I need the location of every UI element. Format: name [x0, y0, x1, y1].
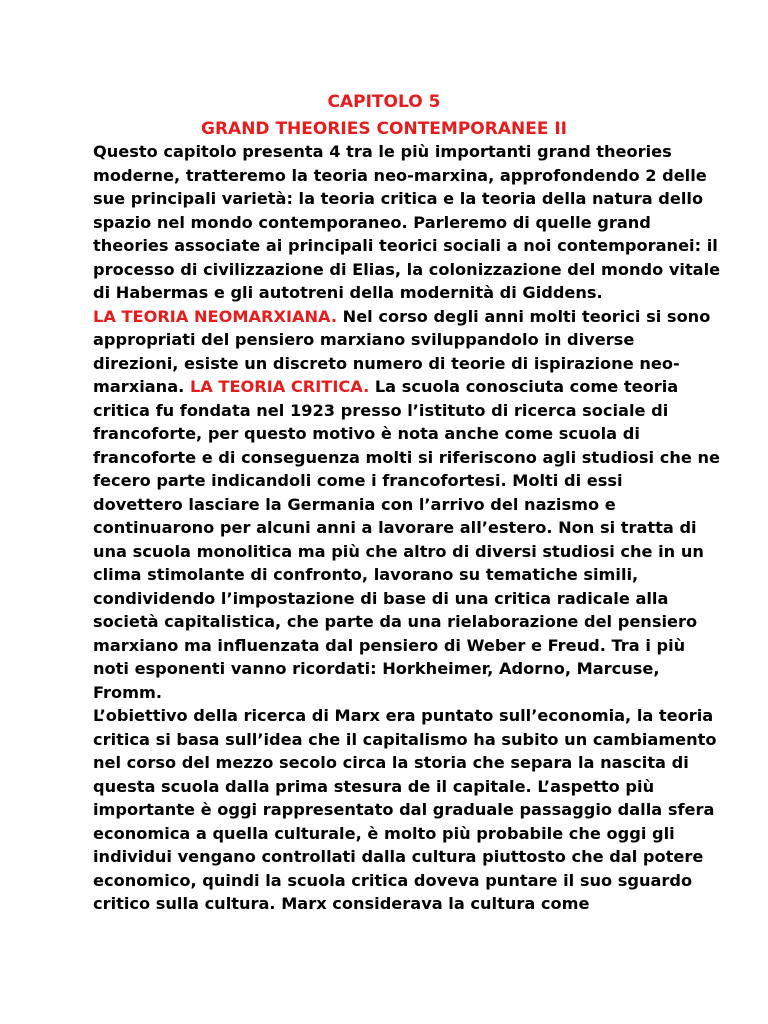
text-run: La scuola conosciuta come teoria [374, 377, 679, 396]
text-run: Nel corso degli anni molti teorici si sono [342, 306, 711, 326]
text-line: fecero parte indicandoli come i francofortesi. Molti di essi [93, 471, 623, 490]
text-line: dovettero lasciare la Germania con l’arrivo del nazismo e [93, 494, 616, 514]
text-line: appropriati del pensiero marxiano sviluppandolo in diverse [93, 330, 635, 349]
text-line: società capitalistica, che parte da una rielaborazione del pensiero [93, 612, 698, 631]
text-line: marxiano ma influenzata dal pensiero di Weber e Freud. Tra i più [93, 635, 686, 655]
chapter-title: GRAND THEORIES CONTEMPORANEE II [201, 119, 567, 139]
text-line: L’obiettivo della ricerca di Marx era puntato sull’economia, la teoria [93, 706, 714, 725]
text-line: Fromm. [93, 682, 163, 702]
text-line: clima stimolante di confronto, lavorano su tematiche simili, [93, 565, 639, 584]
text-line: francoforte e di conseguenza molti si riferiscono agli studiosi che ne [93, 447, 720, 467]
text-line: di Habermas e gli autotreni della modernità di Giddens. [93, 283, 603, 302]
text-line: economica a quella culturale, è molto più probabile che oggi gli [93, 823, 675, 843]
chapter-label: CAPITOLO 5 [327, 92, 441, 112]
text-line: continuarono per alcuni anni a lavorare all’estero. Non si tratta di [93, 518, 697, 537]
text-line: critico sulla cultura. Marx considerava la cultura come [93, 894, 590, 913]
text-line: critica si basa sull’idea che il capitalismo ha subito un cambiamento [93, 729, 717, 749]
body-text [93, 140, 721, 916]
section-heading-neomarxian: LA TEORIA NEOMARXIANA. [93, 306, 338, 326]
text-line: noti esponenti vanno ricordati: Horkheimer, Adorno, Marcuse, [93, 659, 660, 678]
text-line: Questo capitolo presenta 4 tra le più importanti grand theories [93, 142, 672, 161]
text-line-mixed [93, 375, 713, 399]
text-line: critica fu fondata nel 1923 presso l’istituto di ricerca sociale di [93, 400, 669, 420]
text-line: una scuola monolitica ma più che altro di diversi studiosi che in un [93, 541, 704, 561]
section-heading-critical: LA TEORIA CRITICA. [189, 377, 370, 396]
text-line: francoforte, per questo motivo è nota anche come scuola di [93, 424, 640, 443]
text-line: moderne, tratteremo la teoria neo-marxina, approfondendo 2 delle [93, 165, 707, 185]
text-line: processo di civilizzazione di Elias, la colonizzazione del mondo vitale [93, 259, 721, 279]
text-line: theories associate ai principali teorici sociali a noi contemporanei: il [93, 236, 718, 255]
text-line: condividendo l’impostazione di base di una critica radicale alla [93, 588, 669, 608]
text-run: marxiana. [93, 377, 185, 396]
text-line: importante è oggi rappresentato dal graduale passaggio dalla sfera [93, 800, 715, 819]
text-line: economico, quindi la scuola critica doveva puntare il suo sguardo [93, 870, 693, 890]
text-line: nel corso del mezzo secolo circa la storia che separa la nascita di [93, 753, 689, 772]
text-line: direzioni, esiste un discreto numero di teorie di ispirazione neo- [93, 353, 680, 373]
text-line-mixed [93, 305, 713, 329]
text-line: spazio nel mondo contemporaneo. Parleremo di quelle grand [93, 212, 651, 232]
text-line: questa scuola dalla prima stesura de il capitale. L’aspetto più [93, 776, 655, 796]
text-line: sue principali varietà: la teoria critica e la teoria della natura dello [93, 189, 704, 208]
text-line: individui vengano controllati dalla cultura piuttosto che dal potere [93, 847, 704, 866]
